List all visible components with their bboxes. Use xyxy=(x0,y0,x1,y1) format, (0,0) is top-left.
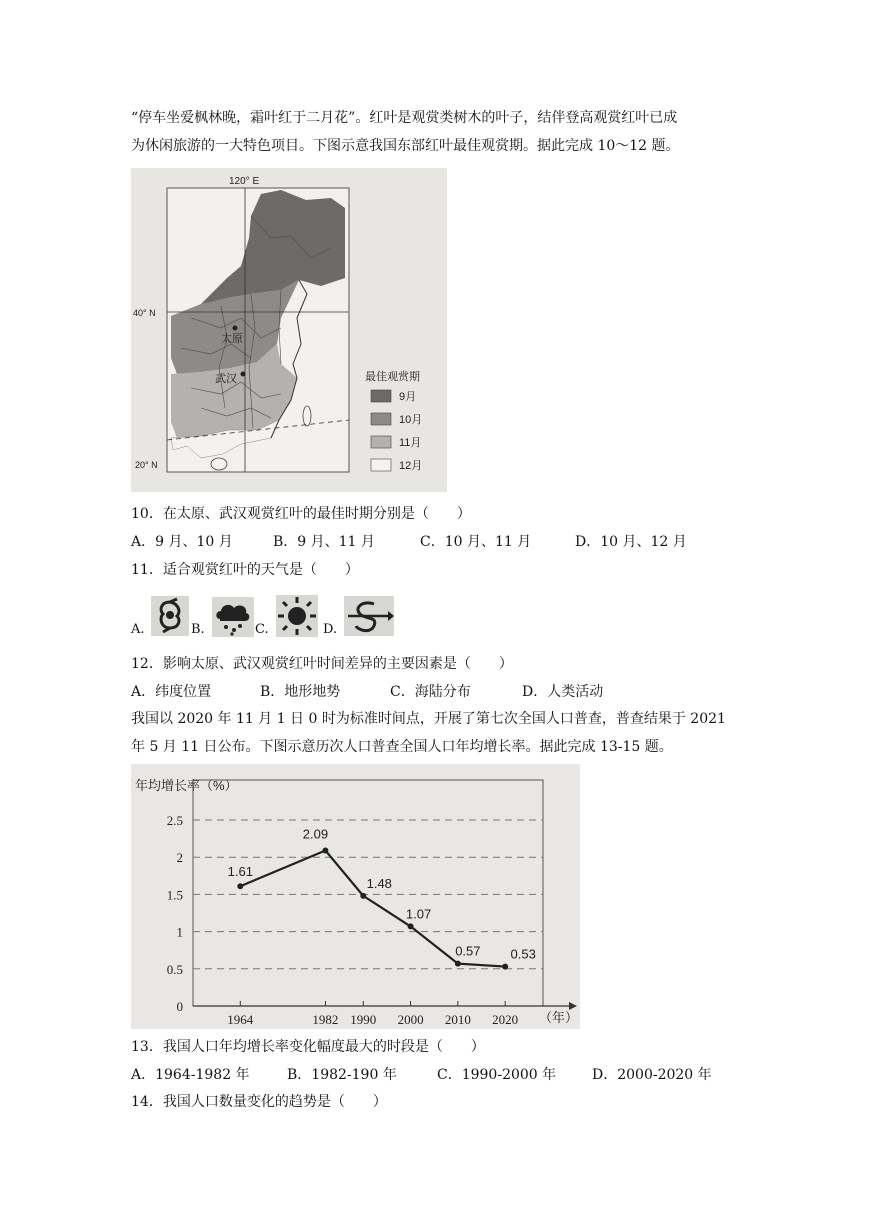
q11-stem: 11．适合观赏红叶的天气是（ ） xyxy=(131,562,359,578)
q11-option-d-label[interactable]: D. xyxy=(323,622,338,637)
taiwan-island xyxy=(303,406,311,426)
chart-xlabel: （年） xyxy=(539,1010,579,1025)
chart-frame xyxy=(193,780,543,1006)
q10-option-a[interactable]: A．9 月、10 月 xyxy=(131,534,233,550)
q13-stem: 13．我国人口年均增长率变化幅度最大的时段是（ ） xyxy=(131,1039,485,1055)
q13-option-d[interactable]: D．2000-2020 年 xyxy=(592,1067,712,1083)
q12-option-d[interactable]: D．人类活动 xyxy=(522,684,604,700)
legend-swatch-sep xyxy=(371,390,391,402)
series-segment xyxy=(325,851,363,896)
q12-option-c[interactable]: C．海陆分布 xyxy=(390,684,471,700)
q10-option-b[interactable]: B．9 月、11 月 xyxy=(273,534,375,550)
data-label: 1.07 xyxy=(405,906,432,922)
lat20-label: 20° N xyxy=(135,460,158,470)
data-point xyxy=(322,848,328,854)
legend-title: 最佳观赏期 xyxy=(365,371,420,383)
data-label: 2.09 xyxy=(302,826,329,842)
intro2-line-1: 我国以 2020 年 11 月 1 日 0 时为标准时间点，开展了第七次全国人口普查，普查结果于 2021 xyxy=(131,711,726,727)
x-tick-label: 1982 xyxy=(312,1012,339,1027)
series-segment xyxy=(363,896,410,927)
data-point xyxy=(455,961,461,967)
data-label: 1.61 xyxy=(227,864,253,880)
q14-stem: 14．我国人口数量变化的趋势是（ ） xyxy=(131,1094,387,1110)
q10-option-c[interactable]: C．10 月、11 月 xyxy=(420,534,532,550)
map-svg xyxy=(131,168,447,492)
data-label: 0.53 xyxy=(510,946,536,962)
legend-label-nov: 11月 xyxy=(399,437,422,449)
chart-ylabel: 年均增长率（%） xyxy=(135,778,238,793)
y-tick-label: 0.5 xyxy=(166,961,183,977)
intro2-line-2: 年 5 月 11 日公布。下图示意历次人口普查全国人口年均增长率。据此完成 13-15 题。 xyxy=(131,739,673,755)
legend-label-sep: 9月 xyxy=(399,391,417,403)
taiyuan-dot xyxy=(233,326,238,331)
q10-option-d[interactable]: D．10 月、12 月 xyxy=(575,534,687,550)
lat40-label: 40° N xyxy=(133,308,156,318)
intro-line-1: “停车坐爱枫林晚，霜叶红于二月花”。红叶是观赏类树木的叶子，结伴登高观赏红叶已成 xyxy=(131,110,678,126)
legend-label-dec: 12月 xyxy=(399,460,423,472)
x-tick-label: 2010 xyxy=(444,1012,471,1027)
q13-option-a[interactable]: A．1964-1982 年 xyxy=(131,1067,250,1083)
legend-swatch-nov xyxy=(371,436,391,448)
city-wuhan: 武汉 xyxy=(215,373,237,385)
legend-swatch-dec xyxy=(371,459,391,471)
q12-option-b[interactable]: B．地形地势 xyxy=(260,684,341,700)
red-leaf-map xyxy=(131,168,447,492)
y-tick-label: 1.5 xyxy=(166,887,183,903)
data-point xyxy=(502,964,508,970)
data-point xyxy=(408,923,414,929)
city-taiyuan: 太原 xyxy=(221,333,243,345)
q13-option-b[interactable]: B．1982-190 年 xyxy=(287,1067,397,1083)
series-segment xyxy=(240,851,325,887)
legend-label-oct: 10月 xyxy=(399,414,423,426)
rain-cloud-icon[interactable] xyxy=(212,597,254,637)
x-tick-label: 2000 xyxy=(397,1012,424,1027)
x-tick-label: 1990 xyxy=(350,1012,377,1027)
q12-stem: 12．影响太原、武汉观赏红叶时间差异的主要因素是（ ） xyxy=(131,656,513,672)
q13-option-c[interactable]: C．1990-2000 年 xyxy=(437,1067,557,1083)
data-label: 0.57 xyxy=(455,943,481,959)
x-axis-arrow xyxy=(569,1002,577,1010)
legend-swatch-oct xyxy=(371,413,391,425)
sandstorm-icon[interactable] xyxy=(344,596,394,636)
typhoon-icon[interactable] xyxy=(151,596,189,636)
sun-icon[interactable] xyxy=(276,595,318,637)
y-tick-label: 0 xyxy=(176,999,183,1014)
y-tick-label: 1 xyxy=(176,924,183,940)
q10-stem: 10．在太原、武汉观赏红叶的最佳时期分别是（ ） xyxy=(131,506,471,522)
x-tick-label: 1964 xyxy=(227,1012,254,1027)
data-label: 1.48 xyxy=(366,875,392,891)
population-growth-chart xyxy=(131,764,580,1029)
q11-option-b-label[interactable]: B. xyxy=(191,622,205,637)
intro-line-2: 为休闲旅游的一大特色项目。下图示意我国东部红叶最佳观赏期。据此完成 10～12 题。 xyxy=(131,138,680,154)
q12-option-a[interactable]: A．纬度位置 xyxy=(131,684,212,700)
wuhan-dot xyxy=(241,372,246,377)
y-tick-label: 2.5 xyxy=(166,813,183,828)
y-tick-label: 2 xyxy=(176,850,183,866)
q11-option-c-label[interactable]: C. xyxy=(255,622,269,637)
data-point xyxy=(237,883,243,889)
chart-svg xyxy=(131,764,580,1029)
x-tick-label: 2020 xyxy=(492,1012,519,1027)
hainan-island xyxy=(211,458,227,470)
data-point xyxy=(360,893,366,899)
series-segment xyxy=(458,964,505,967)
lon-label: 120° E xyxy=(229,176,260,187)
q11-option-a-label[interactable]: A. xyxy=(131,622,145,637)
